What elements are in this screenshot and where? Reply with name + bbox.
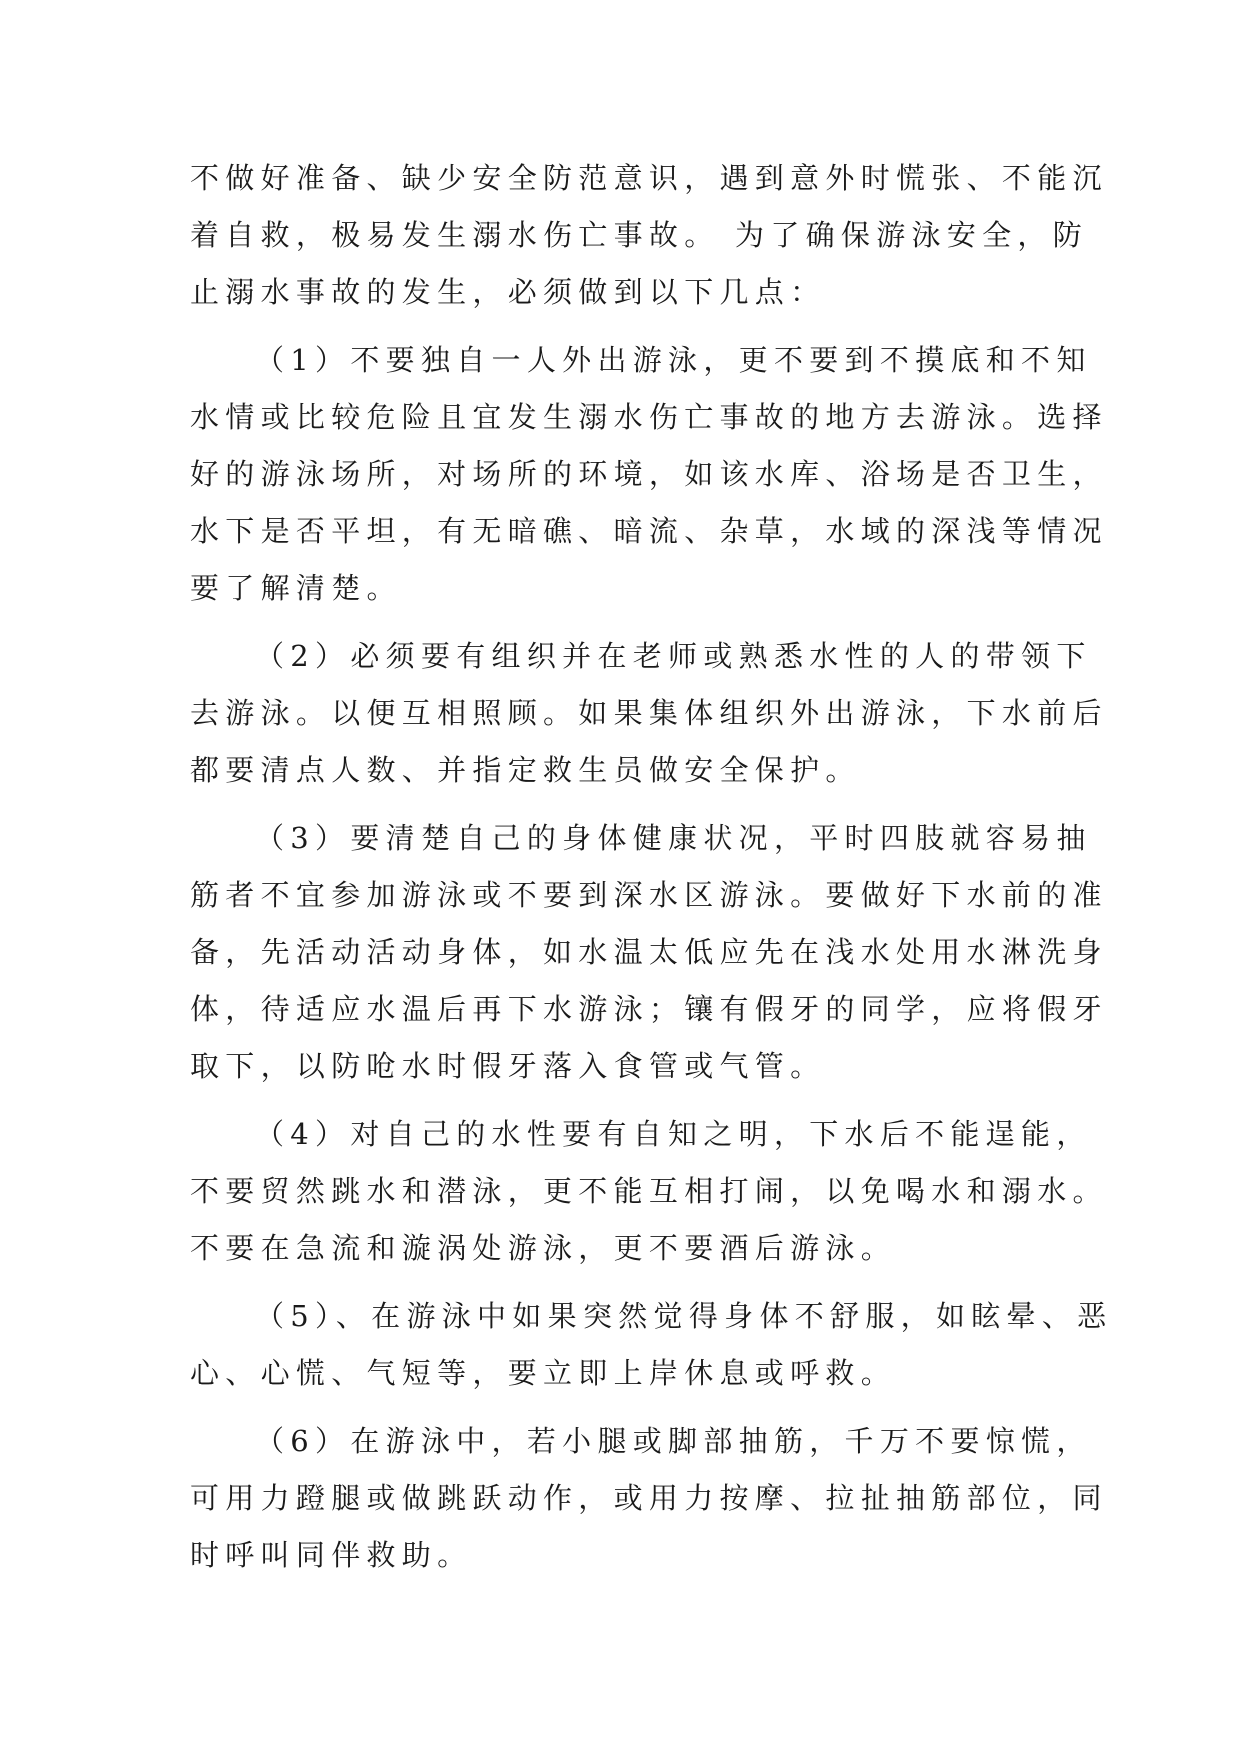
text-line: 取下，以防呛水时假牙落入食管或气管。 (190, 1049, 826, 1083)
text-line: （3）要清楚自己的身体健康状况，平时四肢就容易抽 (255, 821, 1092, 855)
text-line: （1）不要独自一人外出游泳，更不要到不摸底和不知 (255, 343, 1092, 377)
text-line: 水情或比较危险且宜发生溺水伤亡事故的地方去游泳。选择 (190, 400, 1108, 434)
text-line: 筋者不宜参加游泳或不要到深水区游泳。要做好下水前的准 (190, 878, 1108, 912)
text-line: 可用力蹬腿或做跳跃动作，或用力按摩、拉扯抽筋部位，同 (190, 1481, 1108, 1515)
text-line: 不做好准备、缺少安全防范意识，遇到意外时慌张、不能沉 (190, 161, 1108, 195)
text-line: 备，先活动活动身体，如水温太低应先在浅水处用水淋洗身 (190, 935, 1108, 969)
text-line: 不要在急流和漩涡处游泳，更不要酒后游泳。 (190, 1231, 897, 1265)
text-line: （6）在游泳中，若小腿或脚部抽筋，千万不要惊慌， (255, 1424, 1092, 1458)
text-line: 体，待适应水温后再下水游泳；镶有假牙的同学，应将假牙 (190, 992, 1108, 1026)
text-line: 止溺水事故的发生，必须做到以下几点： (190, 275, 826, 309)
text-line: 着自救，极易发生溺水伤亡事故。 为了确保游泳安全，防 (190, 218, 1089, 252)
text-line: （5）、在游泳中如果突然觉得身体不舒服，如眩晕、恶 (255, 1299, 1113, 1333)
text-line: 心、心慌、气短等，要立即上岸休息或呼救。 (190, 1356, 897, 1390)
text-line: （4）对自己的水性要有自知之明，下水后不能逞能， (255, 1117, 1092, 1151)
text-line: 要了解清楚。 (190, 571, 402, 605)
text-line: 都要清点人数、并指定救生员做安全保护。 (190, 753, 861, 787)
text-line: 不要贸然跳水和潜泳，更不能互相打闹，以免喝水和溺水。 (190, 1174, 1108, 1208)
text-line: 时呼叫同伴救助。 (190, 1538, 473, 1572)
text-line: 好的游泳场所，对场所的环境，如该水库、浴场是否卫生， (190, 457, 1108, 491)
text-line: 去游泳。以便互相照顾。如果集体组织外出游泳，下水前后 (190, 696, 1108, 730)
text-line: 水下是否平坦，有无暗礁、暗流、杂草，水域的深浅等情况 (190, 514, 1108, 548)
text-line: （2）必须要有组织并在老师或熟悉水性的人的带领下 (255, 639, 1092, 673)
